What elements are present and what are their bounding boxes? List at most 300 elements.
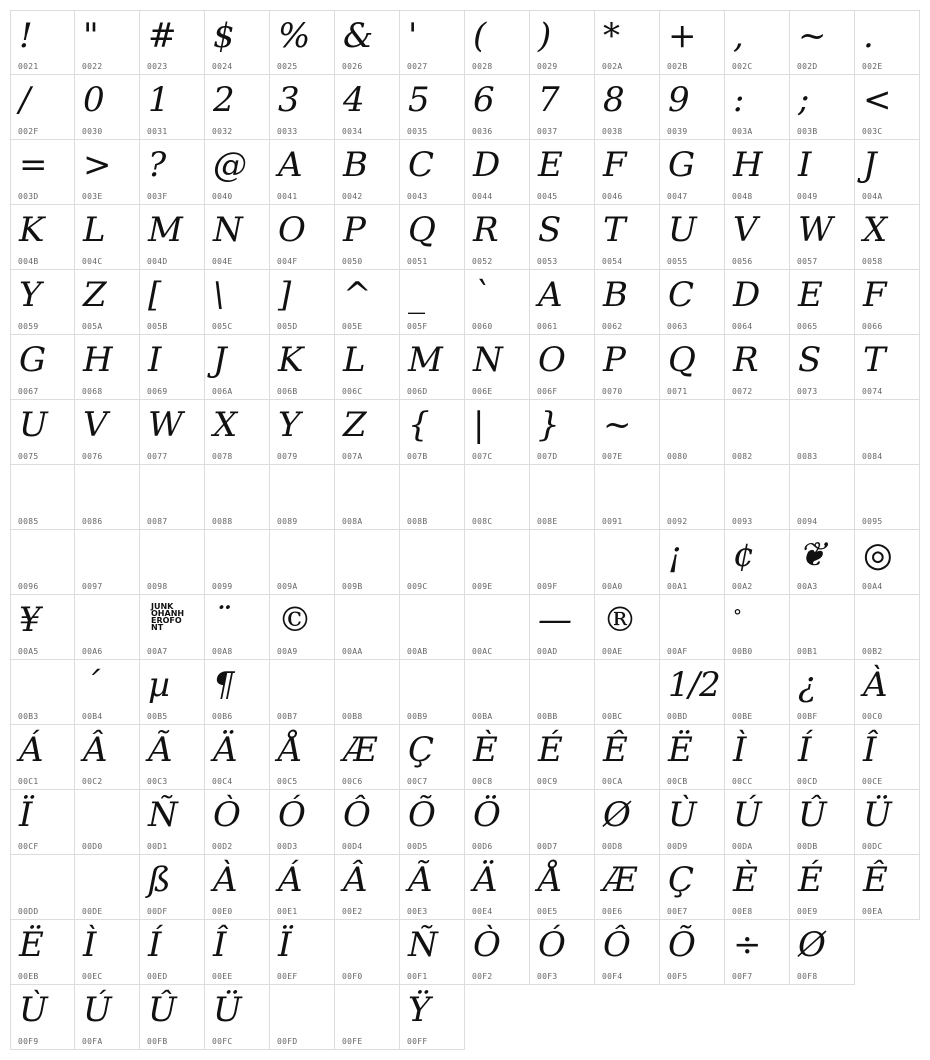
glyph-code: 0069: [147, 387, 168, 396]
glyph-row: [10, 660, 920, 725]
glyph-sample: Õ: [668, 925, 695, 965]
glyph-sample: Ì: [83, 925, 96, 965]
glyph-cell: [140, 920, 205, 985]
glyph-code: 0023: [147, 62, 168, 71]
glyph-cell: [75, 790, 140, 855]
glyph-code: 00B6: [212, 712, 233, 721]
glyph-code: 0034: [342, 127, 363, 136]
glyph-sample: &: [343, 16, 373, 56]
glyph-sample: !: [19, 16, 32, 56]
glyph-sample: Ç: [668, 860, 694, 900]
glyph-code: 0062: [602, 322, 623, 331]
glyph-cell: [530, 10, 595, 75]
glyph-sample: 9: [668, 80, 689, 120]
glyph-code: 0074: [862, 387, 883, 396]
glyph-row: [10, 790, 920, 855]
glyph-sample: =: [19, 145, 47, 185]
glyph-cell: [465, 725, 530, 790]
glyph-code: 007D: [537, 452, 558, 461]
glyph-cell: [270, 270, 335, 335]
glyph-cell: [530, 335, 595, 400]
glyph-code: 002C: [732, 62, 753, 71]
glyph-cell: [465, 205, 530, 270]
empty-cell: [530, 985, 595, 1050]
glyph-cell: [595, 400, 660, 465]
glyph-cell: [855, 530, 920, 595]
glyph-sample: ^: [343, 275, 371, 315]
glyph-cell: [465, 855, 530, 920]
glyph-cell: [140, 985, 205, 1050]
glyph-cell: [725, 790, 790, 855]
glyph-cell: [205, 270, 270, 335]
glyph-cell: [75, 530, 140, 595]
glyph-sample: O: [278, 210, 305, 250]
glyph-sample: ◎: [863, 535, 892, 575]
glyph-code: 00A5: [18, 647, 39, 656]
glyph-code: 0031: [147, 127, 168, 136]
glyph-code: 00CF: [18, 842, 39, 851]
glyph-cell: [335, 10, 400, 75]
glyph-code: 0044: [472, 192, 493, 201]
glyph-code: 00C7: [407, 777, 428, 786]
glyph-sample: Ñ: [408, 925, 437, 965]
glyph-code: 00BA: [472, 712, 493, 721]
glyph-sample: \: [213, 275, 224, 315]
glyph-code: 0073: [797, 387, 818, 396]
glyph-cell: [205, 75, 270, 140]
glyph-code: 0076: [82, 452, 103, 461]
glyph-sample: (: [473, 16, 486, 56]
glyph-cell: [855, 725, 920, 790]
glyph-sample: E: [798, 275, 822, 315]
glyph-sample: É: [538, 730, 562, 770]
glyph-code: 00EB: [18, 972, 39, 981]
glyph-code: 00E2: [342, 907, 363, 916]
glyph-code: 008B: [407, 517, 428, 526]
glyph-cell: [270, 465, 335, 530]
glyph-code: 00E3: [407, 907, 428, 916]
glyph-cell: [205, 725, 270, 790]
glyph-cell: [725, 400, 790, 465]
glyph-sample: Q: [408, 210, 435, 250]
glyph-cell: [10, 140, 75, 205]
glyph-code: 00C0: [862, 712, 883, 721]
glyph-sample: Õ: [408, 795, 435, 835]
glyph-sample: ": [83, 16, 98, 56]
glyph-code: 0049: [797, 192, 818, 201]
glyph-cell: [75, 75, 140, 140]
glyph-cell: [790, 855, 855, 920]
glyph-sample: ): [538, 16, 551, 56]
glyph-code: 0052: [472, 257, 493, 266]
glyph-code: 0082: [732, 452, 753, 461]
glyph-sample: Â: [343, 860, 367, 900]
glyph-code: 00C2: [82, 777, 103, 786]
glyph-cell: [400, 400, 465, 465]
glyph-code: 0099: [212, 582, 233, 591]
glyph-row: [10, 595, 920, 660]
glyph-code: 0048: [732, 192, 753, 201]
glyph-code: 00E4: [472, 907, 493, 916]
glyph-cell: [205, 205, 270, 270]
glyph-cell: [140, 75, 205, 140]
glyph-sample: G: [19, 340, 46, 380]
glyph-cell: [595, 660, 660, 725]
glyph-cell: [790, 725, 855, 790]
glyph-code: 002D: [797, 62, 818, 71]
glyph-sample: Ú: [83, 990, 111, 1030]
glyph-cell: [595, 270, 660, 335]
glyph-cell: [660, 75, 725, 140]
glyph-code: 004B: [18, 257, 39, 266]
glyph-cell: [595, 855, 660, 920]
glyph-cell: [205, 855, 270, 920]
glyph-cell: [660, 790, 725, 855]
glyph-sample: È: [473, 730, 497, 770]
glyph-row: [10, 400, 920, 465]
glyph-code: 002E: [862, 62, 883, 71]
glyph-sample: À: [213, 860, 237, 900]
glyph-cell: [335, 660, 400, 725]
glyph-sample: %: [278, 16, 310, 56]
glyph-cell: [400, 595, 465, 660]
glyph-code: 008A: [342, 517, 363, 526]
glyph-code: 0066: [862, 322, 883, 331]
glyph-code: 0058: [862, 257, 883, 266]
glyph-sample: ~: [603, 405, 631, 445]
glyph-code: 00F4: [602, 972, 623, 981]
glyph-sample: C: [408, 145, 434, 185]
glyph-code: 00AE: [602, 647, 623, 656]
glyph-code: 0086: [82, 517, 103, 526]
glyph-sample: `: [473, 275, 489, 315]
glyph-cell: [400, 140, 465, 205]
glyph-cell: [595, 920, 660, 985]
glyph-cell: [855, 400, 920, 465]
glyph-sample: Z: [343, 405, 366, 445]
glyph-code: 00A9: [277, 647, 298, 656]
glyph-cell: [855, 660, 920, 725]
glyph-code: 00D4: [342, 842, 363, 851]
glyph-cell: [790, 400, 855, 465]
glyph-code: 00A7: [147, 647, 168, 656]
glyph-sample: Æ: [603, 860, 637, 900]
glyph-cell: [140, 205, 205, 270]
glyph-cell: [465, 400, 530, 465]
glyph-cell: [270, 140, 335, 205]
glyph-cell: [400, 530, 465, 595]
glyph-sample: K: [278, 340, 303, 380]
glyph-sample: 0: [83, 80, 104, 120]
glyph-code: 00F0: [342, 972, 363, 981]
glyph-code: 0097: [82, 582, 103, 591]
glyph-cell: [335, 985, 400, 1050]
glyph-code: 00C1: [18, 777, 39, 786]
glyph-sample: +: [668, 16, 696, 56]
glyph-sample: G: [668, 145, 695, 185]
glyph-cell: [75, 595, 140, 660]
glyph-code: 00F7: [732, 972, 753, 981]
glyph-code: 009F: [537, 582, 558, 591]
glyph-code: 00ED: [147, 972, 168, 981]
glyph-cell: [855, 855, 920, 920]
glyph-code: 0096: [18, 582, 39, 591]
glyph-sample: .: [863, 16, 873, 56]
glyph-sample: *: [603, 16, 619, 56]
glyph-cell: [595, 790, 660, 855]
glyph-code: 0021: [18, 62, 39, 71]
glyph-code: 005C: [212, 322, 233, 331]
glyph-cell: [595, 465, 660, 530]
glyph-code: 00DD: [18, 907, 39, 916]
glyph-cell: [205, 660, 270, 725]
glyph-code: 0050: [342, 257, 363, 266]
glyph-cell: [335, 920, 400, 985]
glyph-code: 0078: [212, 452, 233, 461]
glyph-code: 0029: [537, 62, 558, 71]
glyph-cell: [595, 725, 660, 790]
glyph-code: 00D5: [407, 842, 428, 851]
glyph-cell: [205, 530, 270, 595]
glyph-cell: [725, 595, 790, 660]
glyph-code: 008E: [537, 517, 558, 526]
glyph-cell: [270, 595, 335, 660]
glyph-cell: [725, 75, 790, 140]
glyph-cell: [465, 660, 530, 725]
glyph-cell: [660, 725, 725, 790]
glyph-cell: [205, 595, 270, 660]
glyph-code: 00D8: [602, 842, 623, 851]
glyph-code: 0032: [212, 127, 233, 136]
glyph-cell: [790, 140, 855, 205]
glyph-cell: [335, 270, 400, 335]
glyph-sample: V: [733, 210, 757, 250]
glyph-cell: [75, 725, 140, 790]
glyph-code: 00B7: [277, 712, 298, 721]
glyph-code: 00B5: [147, 712, 168, 721]
glyph-row: [10, 920, 920, 985]
glyph-code: 0041: [277, 192, 298, 201]
glyph-cell: [270, 790, 335, 855]
glyph-sample: Ÿ: [408, 990, 430, 1030]
glyph-sample: H: [83, 340, 112, 380]
glyph-cell: [205, 140, 270, 205]
glyph-sample: X: [863, 210, 887, 250]
glyph-code: 0028: [472, 62, 493, 71]
glyph-sample: Í: [798, 730, 811, 770]
glyph-cell: [790, 530, 855, 595]
glyph-code: 0030: [82, 127, 103, 136]
glyph-code: 005B: [147, 322, 168, 331]
glyph-code: 004C: [82, 257, 103, 266]
glyph-cell: [725, 335, 790, 400]
glyph-code: 0068: [82, 387, 103, 396]
glyph-sample: Ì: [733, 730, 746, 770]
glyph-sample: P: [343, 210, 365, 250]
glyph-sample: J: [863, 145, 876, 185]
glyph-cell: [660, 920, 725, 985]
glyph-sample: S: [798, 340, 821, 380]
glyph-code: 0071: [667, 387, 688, 396]
glyph-cell: [465, 465, 530, 530]
glyph-cell: [400, 205, 465, 270]
glyph-row: [10, 270, 920, 335]
glyph-sample: Ù: [668, 795, 696, 835]
glyph-cell: [530, 725, 595, 790]
glyph-sample: :: [733, 80, 744, 120]
glyph-code: 0033: [277, 127, 298, 136]
glyph-sample: ¢: [733, 535, 754, 575]
glyph-code: 00FE: [342, 1037, 363, 1046]
glyph-cell: [75, 270, 140, 335]
glyph-sample: D: [733, 275, 760, 315]
glyph-code: 00B8: [342, 712, 363, 721]
glyph-code: 0080: [667, 452, 688, 461]
glyph-code: 0063: [667, 322, 688, 331]
glyph-sample: Y: [19, 275, 41, 315]
glyph-code: 00C8: [472, 777, 493, 786]
glyph-cell: [790, 10, 855, 75]
glyph-cell: [530, 75, 595, 140]
glyph-cell: [530, 920, 595, 985]
glyph-cell: [660, 270, 725, 335]
glyph-cell: [270, 335, 335, 400]
glyph-cell: [10, 10, 75, 75]
glyph-sample: ~: [798, 16, 826, 56]
glyph-sample: Ø: [603, 795, 630, 835]
glyph-code: 0060: [472, 322, 493, 331]
glyph-cell: [335, 465, 400, 530]
glyph-cell: [855, 465, 920, 530]
glyph-code: 00E1: [277, 907, 298, 916]
glyph-cell: [140, 465, 205, 530]
glyph-code: 00F9: [18, 1037, 39, 1046]
glyph-cell: [790, 595, 855, 660]
glyph-code: 00EC: [82, 972, 103, 981]
glyph-code: 0067: [18, 387, 39, 396]
glyph-row: [10, 335, 920, 400]
glyph-code: 00EA: [862, 907, 883, 916]
glyph-sample: @: [213, 145, 246, 185]
glyph-cell: [10, 920, 75, 985]
glyph-sample: F: [863, 275, 886, 315]
glyph-code: 00AC: [472, 647, 493, 656]
glyph-cell: [270, 660, 335, 725]
glyph-cell: [790, 465, 855, 530]
glyph-code: 0054: [602, 257, 623, 266]
glyph-code: 009B: [342, 582, 363, 591]
glyph-code: 0046: [602, 192, 623, 201]
glyph-row: [10, 530, 920, 595]
glyph-code: 0077: [147, 452, 168, 461]
glyph-sample: Î: [863, 730, 876, 770]
glyph-code: 0027: [407, 62, 428, 71]
glyph-cell: [75, 205, 140, 270]
glyph-cell: [205, 10, 270, 75]
glyph-code: 003C: [862, 127, 883, 136]
glyph-cell: [595, 205, 660, 270]
glyph-code: 0043: [407, 192, 428, 201]
glyph-code: 0075: [18, 452, 39, 461]
glyph-code: 00E5: [537, 907, 558, 916]
glyph-code: 006A: [212, 387, 233, 396]
glyph-code: 0083: [797, 452, 818, 461]
glyph-cell: [855, 140, 920, 205]
glyph-sample: 1: [148, 80, 169, 120]
glyph-code: 00F2: [472, 972, 493, 981]
glyph-code: 0035: [407, 127, 428, 136]
glyph-cell: [725, 920, 790, 985]
glyph-cell: [335, 75, 400, 140]
glyph-sample: }: [538, 405, 559, 445]
glyph-code: 00CB: [667, 777, 688, 786]
glyph-code: 00C6: [342, 777, 363, 786]
empty-cell: [660, 985, 725, 1050]
glyph-cell: [530, 595, 595, 660]
glyph-code: 00BC: [602, 712, 623, 721]
glyph-sample: Á: [278, 860, 302, 900]
glyph-cell: [270, 205, 335, 270]
glyph-cell: [140, 595, 205, 660]
glyph-cell: [465, 920, 530, 985]
glyph-sample: Â: [83, 730, 107, 770]
glyph-code: 005D: [277, 322, 298, 331]
glyph-sample: À: [863, 665, 887, 705]
glyph-sample: JUNK OHANH EROFO NT: [151, 602, 185, 632]
glyph-cell: [270, 985, 335, 1050]
glyph-code: 00B9: [407, 712, 428, 721]
glyph-code: 0025: [277, 62, 298, 71]
glyph-cell: [530, 660, 595, 725]
glyph-code: 00A3: [797, 582, 818, 591]
glyph-sample: T: [863, 340, 885, 380]
glyph-sample: C: [668, 275, 694, 315]
glyph-sample: ®: [603, 600, 636, 640]
glyph-code: 007B: [407, 452, 428, 461]
glyph-sample: A: [278, 145, 302, 185]
glyph-sample: ,: [733, 16, 743, 56]
glyph-code: 00D0: [82, 842, 103, 851]
glyph-cell: [400, 985, 465, 1050]
glyph-code: 0051: [407, 257, 428, 266]
glyph-code: 00BB: [537, 712, 558, 721]
glyph-cell: [465, 595, 530, 660]
empty-cell: [465, 985, 530, 1050]
glyph-cell: [725, 855, 790, 920]
glyph-cell: [270, 530, 335, 595]
glyph-cell: [725, 205, 790, 270]
glyph-sample: M: [148, 210, 182, 250]
glyph-code: 002B: [667, 62, 688, 71]
glyph-cell: [855, 335, 920, 400]
glyph-cell: [595, 595, 660, 660]
glyph-sample: 7: [538, 80, 559, 120]
glyph-code: 0061: [537, 322, 558, 331]
glyph-cell: [595, 530, 660, 595]
glyph-cell: [725, 530, 790, 595]
glyph-cell: [75, 855, 140, 920]
glyph-code: 00FB: [147, 1037, 168, 1046]
glyph-cell: [725, 10, 790, 75]
glyph-cell: [400, 75, 465, 140]
glyph-cell: [465, 335, 530, 400]
glyph-code: 00A2: [732, 582, 753, 591]
glyph-sample: Å: [538, 860, 562, 900]
glyph-sample: U: [668, 210, 696, 250]
glyph-cell: [10, 205, 75, 270]
glyph-code: 004A: [862, 192, 883, 201]
glyph-cell: [205, 985, 270, 1050]
